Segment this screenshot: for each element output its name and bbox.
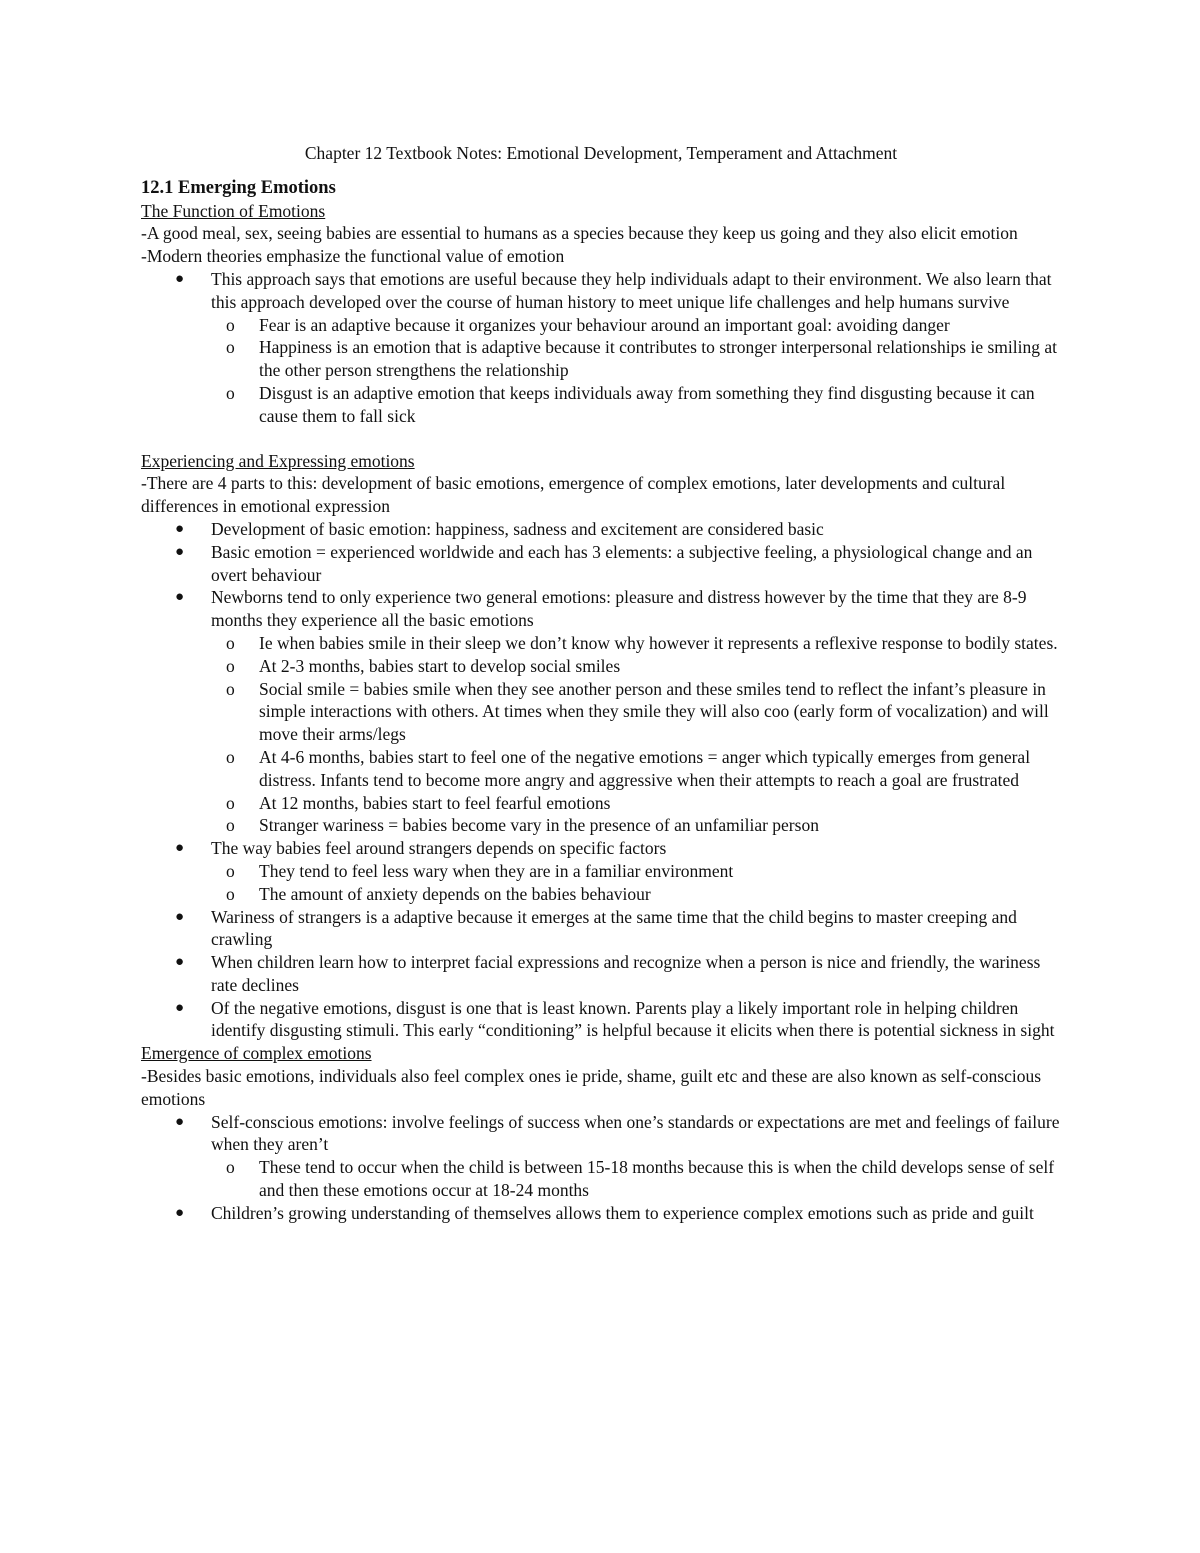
bullet-list — [141, 268, 1061, 428]
list-item-text: Newborns tend to only experience two general emotions: pleasure and distress however by the time that they are 8-9 months they experience all the basic emotions — [211, 587, 1027, 631]
list-item — [175, 906, 1061, 952]
sub-bullet-icon: o — [226, 746, 235, 767]
sub-list-item-text: Ie when babies smile in their sleep we don’t know why however it represents a reflexive response to bodily states. — [259, 632, 1058, 653]
bullet-icon: ● — [175, 840, 185, 857]
sub-bullet-icon: o — [226, 337, 235, 358]
sub-list-item — [226, 883, 1061, 906]
bullet-list — [141, 518, 1061, 1042]
sub-list-item-text: At 12 months, babies start to feel fearful emotions — [259, 792, 611, 813]
sub-list-item — [226, 814, 1061, 837]
list-item-text: When children learn how to interpret facial expressions and recognize when a person is nice and friendly, the wariness rate declines — [211, 952, 1041, 995]
list-item-text: Basic emotion = experienced worldwide and each has 3 elements: a subjective feeling, a physiological change and an overt behaviour — [211, 541, 1033, 585]
paragraph: -There are 4 parts to this: development of basic emotions, emergence of complex emotions, later developments and cultural differences in emotional expression — [141, 473, 1006, 517]
sub-bullet-icon: o — [226, 792, 235, 813]
bullet-icon: ● — [175, 520, 185, 537]
bullet-icon: ● — [175, 1204, 185, 1221]
sub-list-item-text: At 2-3 months, babies start to develop social smiles — [259, 655, 621, 676]
sub-list-item — [226, 655, 1061, 678]
sub-bullet-icon: o — [226, 860, 235, 881]
paragraph: -Modern theories emphasize the functional value of emotion — [141, 246, 565, 267]
sub-list-item-text: At 4-6 months, babies start to feel one of the negative emotions = anger which typically emerges from general distress. Infants tend to become more angry and aggressive when their attempts to reach a goal are frustrated — [259, 746, 1031, 790]
bullet-icon: ● — [175, 1113, 185, 1130]
list-item-text: Development of basic emotion: happiness, sadness and excitement are considered basic — [211, 518, 824, 539]
bullet-icon: ● — [175, 589, 185, 606]
list-item-text: Children’s growing understanding of themselves allows them to experience complex emotions such as pride and guilt — [211, 1202, 1034, 1223]
sub-list-item — [226, 314, 1061, 337]
list-item — [175, 518, 1061, 541]
bullet-icon: ● — [175, 270, 185, 287]
list-item — [175, 268, 1061, 428]
sub-list-item-text: Fear is an adaptive because it organizes your behaviour around an important goal: avoiding danger — [259, 314, 950, 335]
list-item-text: Of the negative emotions, disgust is one that is least known. Parents play a likely important role in helping children identify disgusting stimuli. This early “conditioning” is helpful because it elicits when there is potential sickness in sight — [211, 997, 1055, 1041]
bullet-icon: ● — [175, 543, 185, 560]
bullet-icon: ● — [175, 954, 185, 971]
sub-bullet-icon: o — [226, 314, 235, 335]
sub-list-item-text: Disgust is an adaptive emotion that keeps individuals away from something they find disgusting because it can cause them to fall sick — [259, 382, 1035, 426]
bullet-icon: ● — [175, 908, 185, 925]
subheading-complex: Emergence of complex emotions — [141, 1043, 372, 1064]
sub-list-item-text: They tend to feel less wary when they are in a familiar environment — [259, 860, 734, 881]
list-item — [175, 1111, 1061, 1202]
list-item-text: Self-conscious emotions: involve feelings of success when one’s standards or expectations are met and feelings of failure when they aren’t — [211, 1111, 1060, 1155]
sub-bullet-list — [211, 314, 1061, 428]
subheading-function: The Function of Emotions — [141, 200, 326, 221]
sub-list-item — [226, 678, 1061, 746]
sub-list-item-text: These tend to occur when the child is between 15-18 months because this is when the child develops sense of self and then these emotions occur at 18-24 months — [259, 1157, 1055, 1201]
sub-list-item — [226, 336, 1061, 382]
sub-bullet-icon: o — [226, 632, 235, 653]
sub-bullet-icon: o — [226, 655, 235, 676]
sub-list-item — [226, 382, 1061, 428]
subheading-experiencing: Experiencing and Expressing emotions — [141, 450, 415, 471]
sub-list-item-text: Happiness is an emotion that is adaptive because it contributes to stronger interpersonal relationships ie smiling at the other person strengthens the relationship — [259, 337, 1058, 381]
sub-list-item — [226, 1156, 1061, 1202]
section-heading: 12.1 Emerging Emotions — [141, 177, 336, 198]
sub-list-item-text: Stranger wariness = babies become vary in the presence of an unfamiliar person — [259, 815, 819, 836]
sub-list-item — [226, 860, 1061, 883]
document-title: Chapter 12 Textbook Notes: Emotional Development, Temperament and Attachment — [304, 143, 898, 163]
sub-bullet-list — [211, 860, 1061, 906]
sub-bullet-icon: o — [226, 883, 235, 904]
bullet-list — [141, 1111, 1061, 1225]
list-item — [175, 997, 1061, 1043]
sub-bullet-icon: o — [226, 382, 235, 403]
list-item — [175, 541, 1061, 587]
sub-bullet-icon: o — [226, 815, 235, 836]
sub-list-item-text: Social smile = babies smile when they see another person and these smiles tend to reflect the infant’s pleasure in simple interactions with others. At times when they smile they will also coo (early form of vocalization) and will move their arms/legs — [259, 678, 1049, 745]
list-item — [175, 586, 1061, 837]
sub-list-item — [226, 746, 1061, 792]
list-item-text: This approach says that emotions are useful because they help individuals adapt to their environment. We also learn that this approach developed over the course of human history to meet unique life challenges and help humans survive — [211, 268, 1052, 312]
sub-list-item — [226, 632, 1061, 655]
sub-bullet-list — [211, 1156, 1061, 1202]
list-item — [175, 951, 1061, 997]
list-item-text: The way babies feel around strangers depends on specific factors — [211, 838, 667, 859]
sub-bullet-list — [211, 632, 1061, 837]
paragraph: -A good meal, sex, seeing babies are essential to humans as a species because they keep us going and they also elicit emotion — [141, 223, 1018, 244]
list-item — [175, 1202, 1061, 1225]
sub-bullet-icon: o — [226, 1157, 235, 1178]
list-item-text: Wariness of strangers is a adaptive because it emerges at the same time that the child begins to master creeping and crawling — [211, 906, 1017, 950]
bullet-icon: ● — [175, 999, 185, 1016]
spacer — [141, 428, 1061, 450]
sub-bullet-icon: o — [226, 678, 235, 699]
sub-list-item-text: The amount of anxiety depends on the babies behaviour — [259, 883, 651, 904]
paragraph: -Besides basic emotions, individuals also feel complex ones ie pride, shame, guilt etc and these are also known as self-conscious emotions — [141, 1066, 1042, 1109]
document-body — [141, 142, 1061, 1225]
list-item — [175, 837, 1061, 905]
sub-list-item — [226, 792, 1061, 815]
